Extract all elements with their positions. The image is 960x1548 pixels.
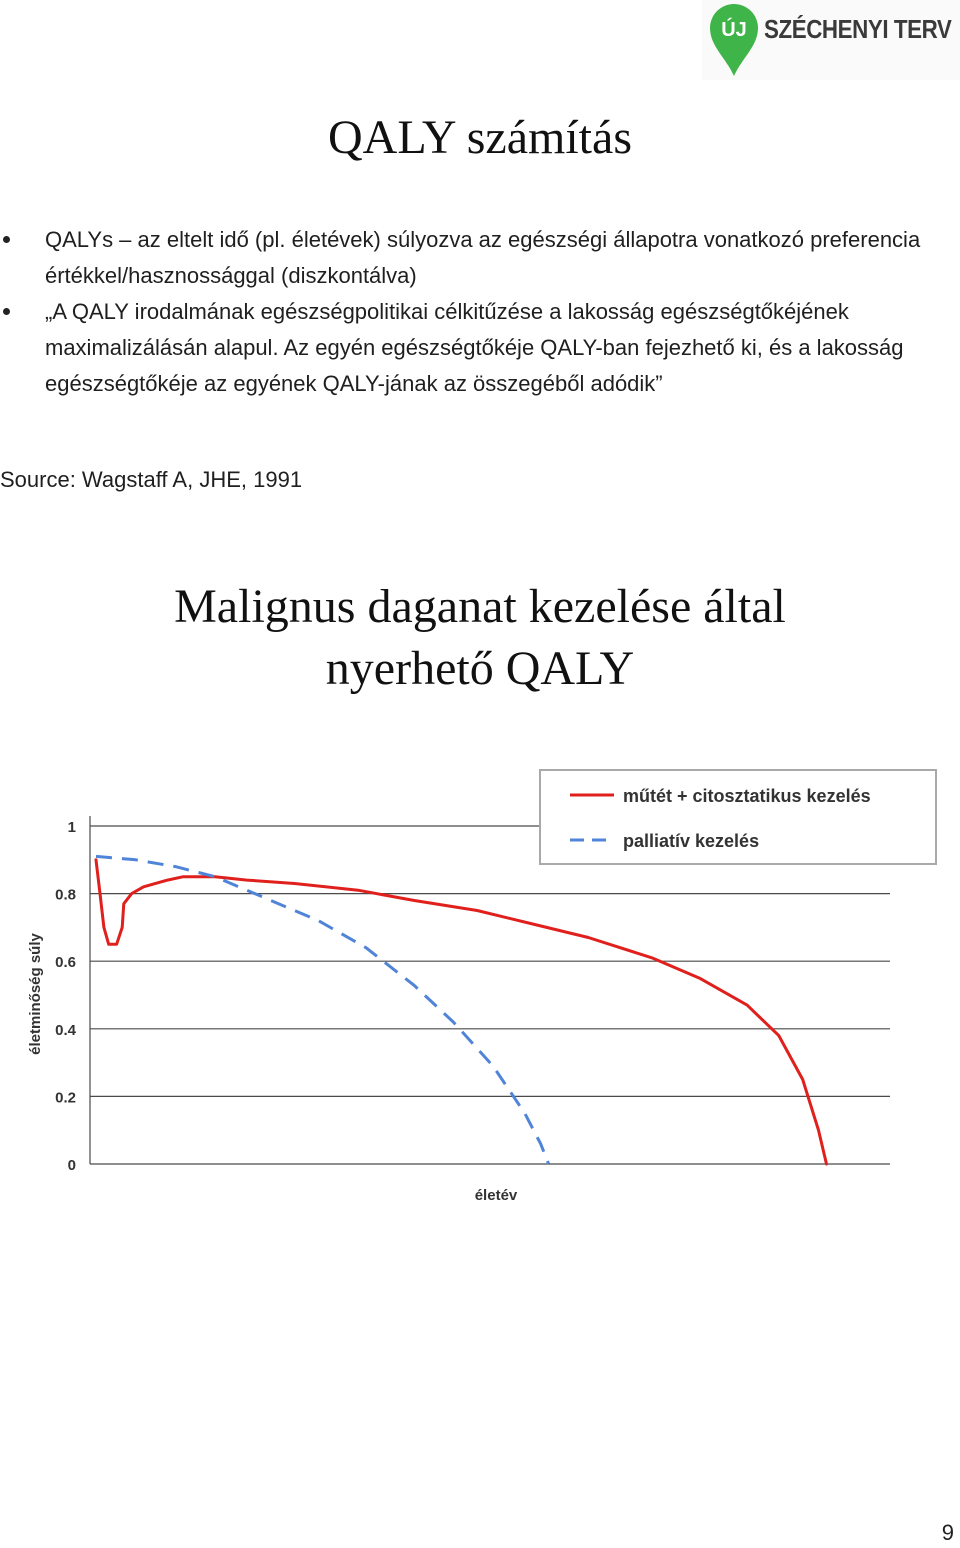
- legend-label-palliative: palliatív kezelés: [623, 831, 760, 851]
- bullet-dot: [3, 308, 10, 315]
- series-line-0: [96, 860, 827, 1164]
- y-tick-label-1: 0.2: [55, 1089, 76, 1107]
- y-tick-label-0: 0: [67, 1157, 76, 1174]
- x-axis-label: életév: [474, 1187, 518, 1204]
- bullet-dot: [3, 236, 10, 243]
- chart-legend: [540, 770, 936, 864]
- bullet-list: [0, 222, 930, 402]
- bullet-item-qalys: QALYs – az eltelt idő (pl. életévek) súlyozva az egészségi állapotra vonatkozó preferencia értékkel/hasznossággal (diszkontálva): [0, 222, 930, 294]
- y-axis-label: életminőség súly: [27, 933, 44, 1055]
- map-pin-icon: [706, 2, 762, 78]
- page-title: QALY számítás: [327, 111, 632, 164]
- y-tick-label-3: 0.6: [55, 954, 76, 972]
- y-tick-labels: [55, 819, 77, 1174]
- svg-text:ÚJ: ÚJ: [721, 19, 747, 41]
- bullet-item-quote: „A QALY irodalmának egészségpolitikai célkitűzése a lakosság egészségtőkéjének maximalizálásán alapul. Az egyén egészségtőkéje QALY-ban fejezhető ki, és a lakosság egészségtőkéje az egyének QALY-jának az összegéből adódik”: [0, 294, 930, 402]
- chart-title: Malignus daganat kezelése által nyerhető QALY: [174, 580, 786, 695]
- chart-series: [96, 856, 827, 1164]
- legend-label-surgery: műtét + citosztatikus kezelés: [623, 786, 871, 806]
- y-tick-label-4: 0.8: [55, 886, 76, 904]
- qaly-line-chart: [0, 760, 960, 1220]
- y-tick-label-2: 0.4: [55, 1021, 76, 1039]
- szechenyi-terv-logo: [702, 0, 960, 80]
- y-tick-label-5: 1: [67, 819, 76, 836]
- source-citation: Source: Wagstaff A, JHE, 1991: [0, 467, 303, 492]
- page-number: 9: [941, 1520, 954, 1545]
- logo-text: SZÉCHENYI TERV: [764, 14, 952, 44]
- series-line-1: [96, 856, 549, 1164]
- chart-grid: [90, 816, 890, 1164]
